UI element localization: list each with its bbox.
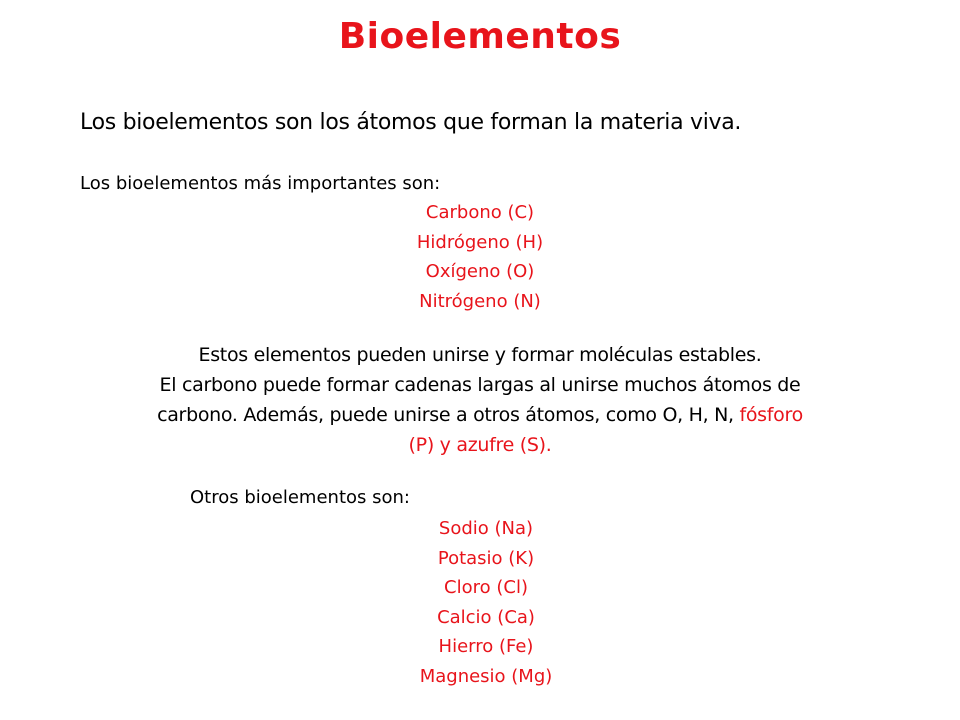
highlight-text: fósforo	[739, 404, 803, 426]
list-item: Cloro (Cl)	[444, 577, 528, 598]
list-item: Hierro (Fe)	[438, 636, 534, 657]
list-item: Hidrógeno (H)	[416, 231, 544, 253]
main-bioelements-heading: Los bioelementos más importantes son:	[80, 173, 441, 194]
list-item: Nitrógeno (N)	[419, 290, 541, 312]
other-bioelements-list	[6, 514, 960, 691]
intro-text: Los bioelementos son los átomos que forman la materia viva.	[80, 110, 742, 135]
paragraph-line	[60, 400, 900, 430]
list-item: Carbono (C)	[425, 202, 535, 223]
page-title: Bioelementos	[338, 16, 622, 57]
list-item: Calcio (Ca)	[437, 606, 535, 628]
main-bioelements-list	[0, 198, 960, 316]
highlight-text: (P) y azufre (S).	[408, 434, 552, 456]
other-bioelements-heading: Otros bioelementos son:	[190, 487, 410, 508]
list-item: Oxígeno (O)	[425, 261, 535, 282]
paragraph-line: Estos elementos pueden unirse y formar moléculas estables.	[198, 344, 762, 366]
list-item: Sodio (Na)	[438, 518, 534, 539]
list-item: Magnesio (Mg)	[419, 665, 553, 687]
list-item: Potasio (K)	[437, 547, 535, 569]
description-paragraph	[60, 340, 900, 460]
paragraph-line: El carbono puede formar cadenas largas al unirse muchos átomos de	[159, 374, 801, 396]
paragraph-text: carbono. Además, puede unirse a otros átomos, como O, H, N,	[157, 404, 740, 426]
